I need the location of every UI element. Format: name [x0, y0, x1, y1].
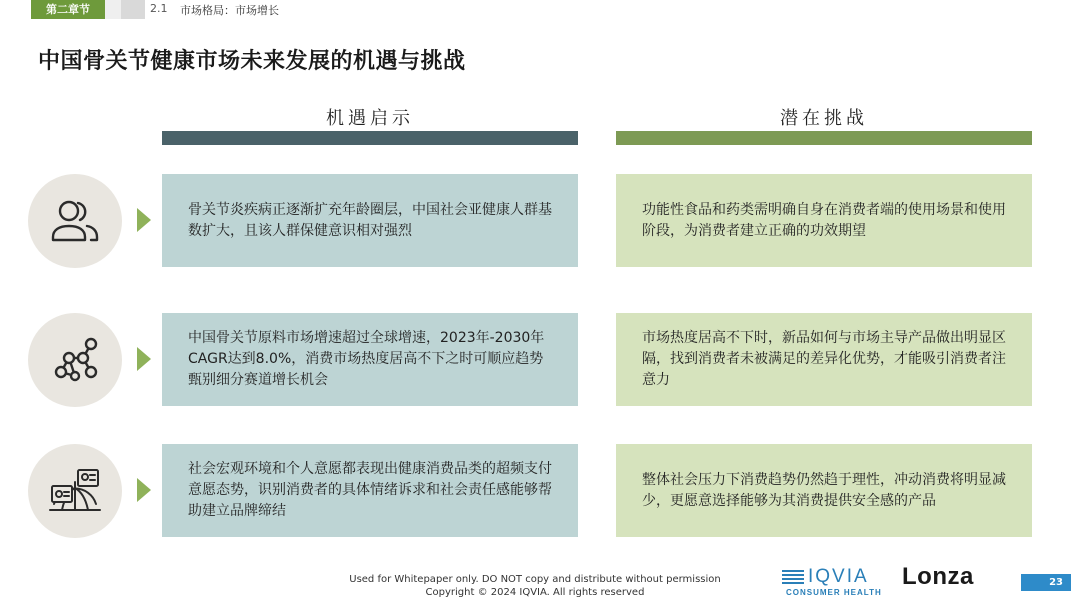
- chapter-tab: 第二章节: [31, 0, 105, 19]
- copyright-text: Copyright © 2024 IQVIA. All rights reserved: [425, 587, 645, 598]
- iqvia-subtitle: CONSUMER HEALTH: [786, 588, 882, 597]
- molecule-icon: [47, 332, 103, 388]
- opportunity-bar: [162, 131, 578, 145]
- row1-arrow: [137, 208, 151, 232]
- people-icon: [47, 196, 103, 246]
- page-title: 中国骨关节健康市场未来发展的机遇与挑战: [38, 49, 466, 74]
- row1-challenge-box: [616, 174, 1032, 267]
- row3-challenge-box: [616, 444, 1032, 537]
- disclaimer-text: Used for Whitepaper only. DO NOT copy and distribute without permission: [349, 574, 721, 585]
- iqvia-wordmark: IQVIA: [808, 566, 869, 587]
- footer-note: [345, 573, 725, 599]
- people-icon-circle: [28, 174, 122, 268]
- strip-decor-mid: [121, 0, 145, 19]
- row1-challenge-text: 功能性食品和药类需明确自身在消费者端的使用场景和使用阶段，为消费者建立正确的功效期望: [642, 201, 1006, 239]
- section-title: 市场格局：市场增长: [180, 4, 279, 17]
- row2-opportunity-text: 中国骨关节原料市场增速超过全球增速，2023年-2030年CAGR达到8.0%，消费市场热度居高不下之时可顺应趋势甄别细分赛道增长机会: [188, 330, 545, 388]
- section-number: 2.1: [150, 2, 168, 15]
- molecule-icon-circle: [28, 313, 122, 407]
- row2-opportunity-box: [162, 313, 578, 406]
- challenge-header: 潜在挑战: [780, 108, 868, 129]
- row2-arrow: [137, 347, 151, 371]
- row2-challenge-text: 市场热度居高不下时，新品如何与市场主导产品做出明显区隔，找到消费者未被满足的差异化优势，才能吸引消费者注意力: [642, 330, 1006, 388]
- global-screens-icon-circle: [28, 444, 122, 538]
- row1-opportunity-text: 骨关节炎疾病正逐渐扩充年龄圈层，中国社会亚健康人群基数扩大，且该人群保健意识相对强烈: [188, 201, 552, 239]
- challenge-bar: [616, 131, 1032, 145]
- row1-opportunity-box: [162, 174, 578, 267]
- row3-challenge-text: 整体社会压力下消费趋势仍然趋于理性，冲动消费将明显减少，更愿意选择能够为其消费提供安全感的产品: [642, 471, 1006, 509]
- page-number: 23: [1021, 574, 1071, 591]
- lonza-logo: Lonza: [902, 563, 974, 590]
- row2-challenge-box: [616, 313, 1032, 406]
- row3-opportunity-box: [162, 444, 578, 537]
- opportunity-header: 机遇启示: [326, 108, 414, 129]
- strip-decor-light: [105, 0, 121, 19]
- iqvia-lines-icon: [782, 570, 804, 584]
- top-strip: [0, 0, 1071, 19]
- global-screens-icon: [46, 464, 104, 518]
- row3-arrow: [137, 478, 151, 502]
- row3-opportunity-text: 社会宏观环境和个人意愿都表现出健康消费品类的超频支付意愿态势，识别消费者的具体情绪诉求和社会责任感能够帮助建立品牌缔结: [188, 461, 552, 519]
- iqvia-logo: [782, 566, 882, 597]
